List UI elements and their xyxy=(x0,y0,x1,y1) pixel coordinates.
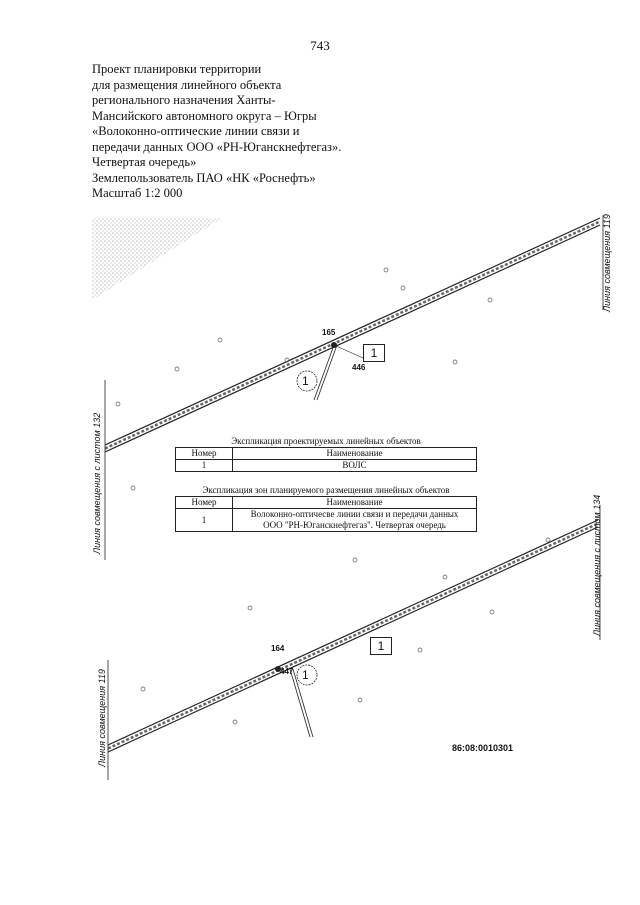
table-header-name: Наименование xyxy=(233,448,477,460)
header-line: Землепользователь ПАО «НК «Роснефть» xyxy=(92,170,316,185)
match-line-left-top: Линия совмещения с листом 132 xyxy=(92,412,102,554)
table-cell: 1 xyxy=(176,509,233,532)
header-line: «Волоконно-оптические линии связи и xyxy=(92,124,300,138)
callout-number-bottom: 1 xyxy=(302,668,309,682)
header-line: передачи данных ООО «РН-Юганскнефтегаз». xyxy=(92,139,342,154)
match-line-right-bottom: Линия совмещения с листом 134 xyxy=(592,494,602,636)
header-line: Четвертая очередь» xyxy=(92,155,197,169)
callout-number-top: 1 xyxy=(302,374,309,388)
corridor-top xyxy=(105,218,600,452)
match-line-right-top: Линия совмещения 119 xyxy=(602,214,612,312)
hatched-area xyxy=(92,218,222,300)
table-linear-caption: Экспликация проектируемых линейных объектов xyxy=(231,436,421,446)
table-zones xyxy=(175,496,477,532)
table-cell xyxy=(233,509,477,532)
table-cell: 1 xyxy=(176,460,233,472)
page-number: 743 xyxy=(310,38,330,53)
table-header-number: Номер xyxy=(176,497,233,509)
table-cell: ВОЛС xyxy=(233,460,477,472)
object-box-top: 1 xyxy=(363,344,385,362)
object-box-bottom: 1 xyxy=(370,637,392,655)
header-line: Проект планировки территории xyxy=(92,62,262,76)
table-cell-line: ООО "РН-Юганскнефтегаз". Четвертая очередь xyxy=(263,520,446,530)
table-linear xyxy=(175,447,477,472)
table-header-number: Номер xyxy=(176,448,233,460)
header-line: для размещения линейного объекта xyxy=(92,77,282,92)
point-number-bottom: 447 xyxy=(280,667,294,676)
table-cell-line: Волоконно-оптичесве линии связи и передачи данных xyxy=(250,509,459,519)
header-line: регионального назначения Ханты- xyxy=(92,93,276,107)
header-line: Масштаб 1:2 000 xyxy=(92,186,183,200)
table-zones-caption: Экспликация зон планируемого размещения линейных объектов xyxy=(202,485,450,495)
table-header-name: Наименование xyxy=(233,497,477,509)
header-line: Мансийского автономного округа – Югры xyxy=(92,108,317,123)
point-number-top: 446 xyxy=(352,363,366,372)
point-label-top: 165 xyxy=(322,328,336,337)
corridor-bottom xyxy=(108,520,598,752)
point-label-bottom: 164 xyxy=(271,644,285,653)
match-line-left-bottom: Линия совмещения 119 xyxy=(97,669,107,767)
cadastral-number: 86:08:0010301 xyxy=(452,743,514,753)
